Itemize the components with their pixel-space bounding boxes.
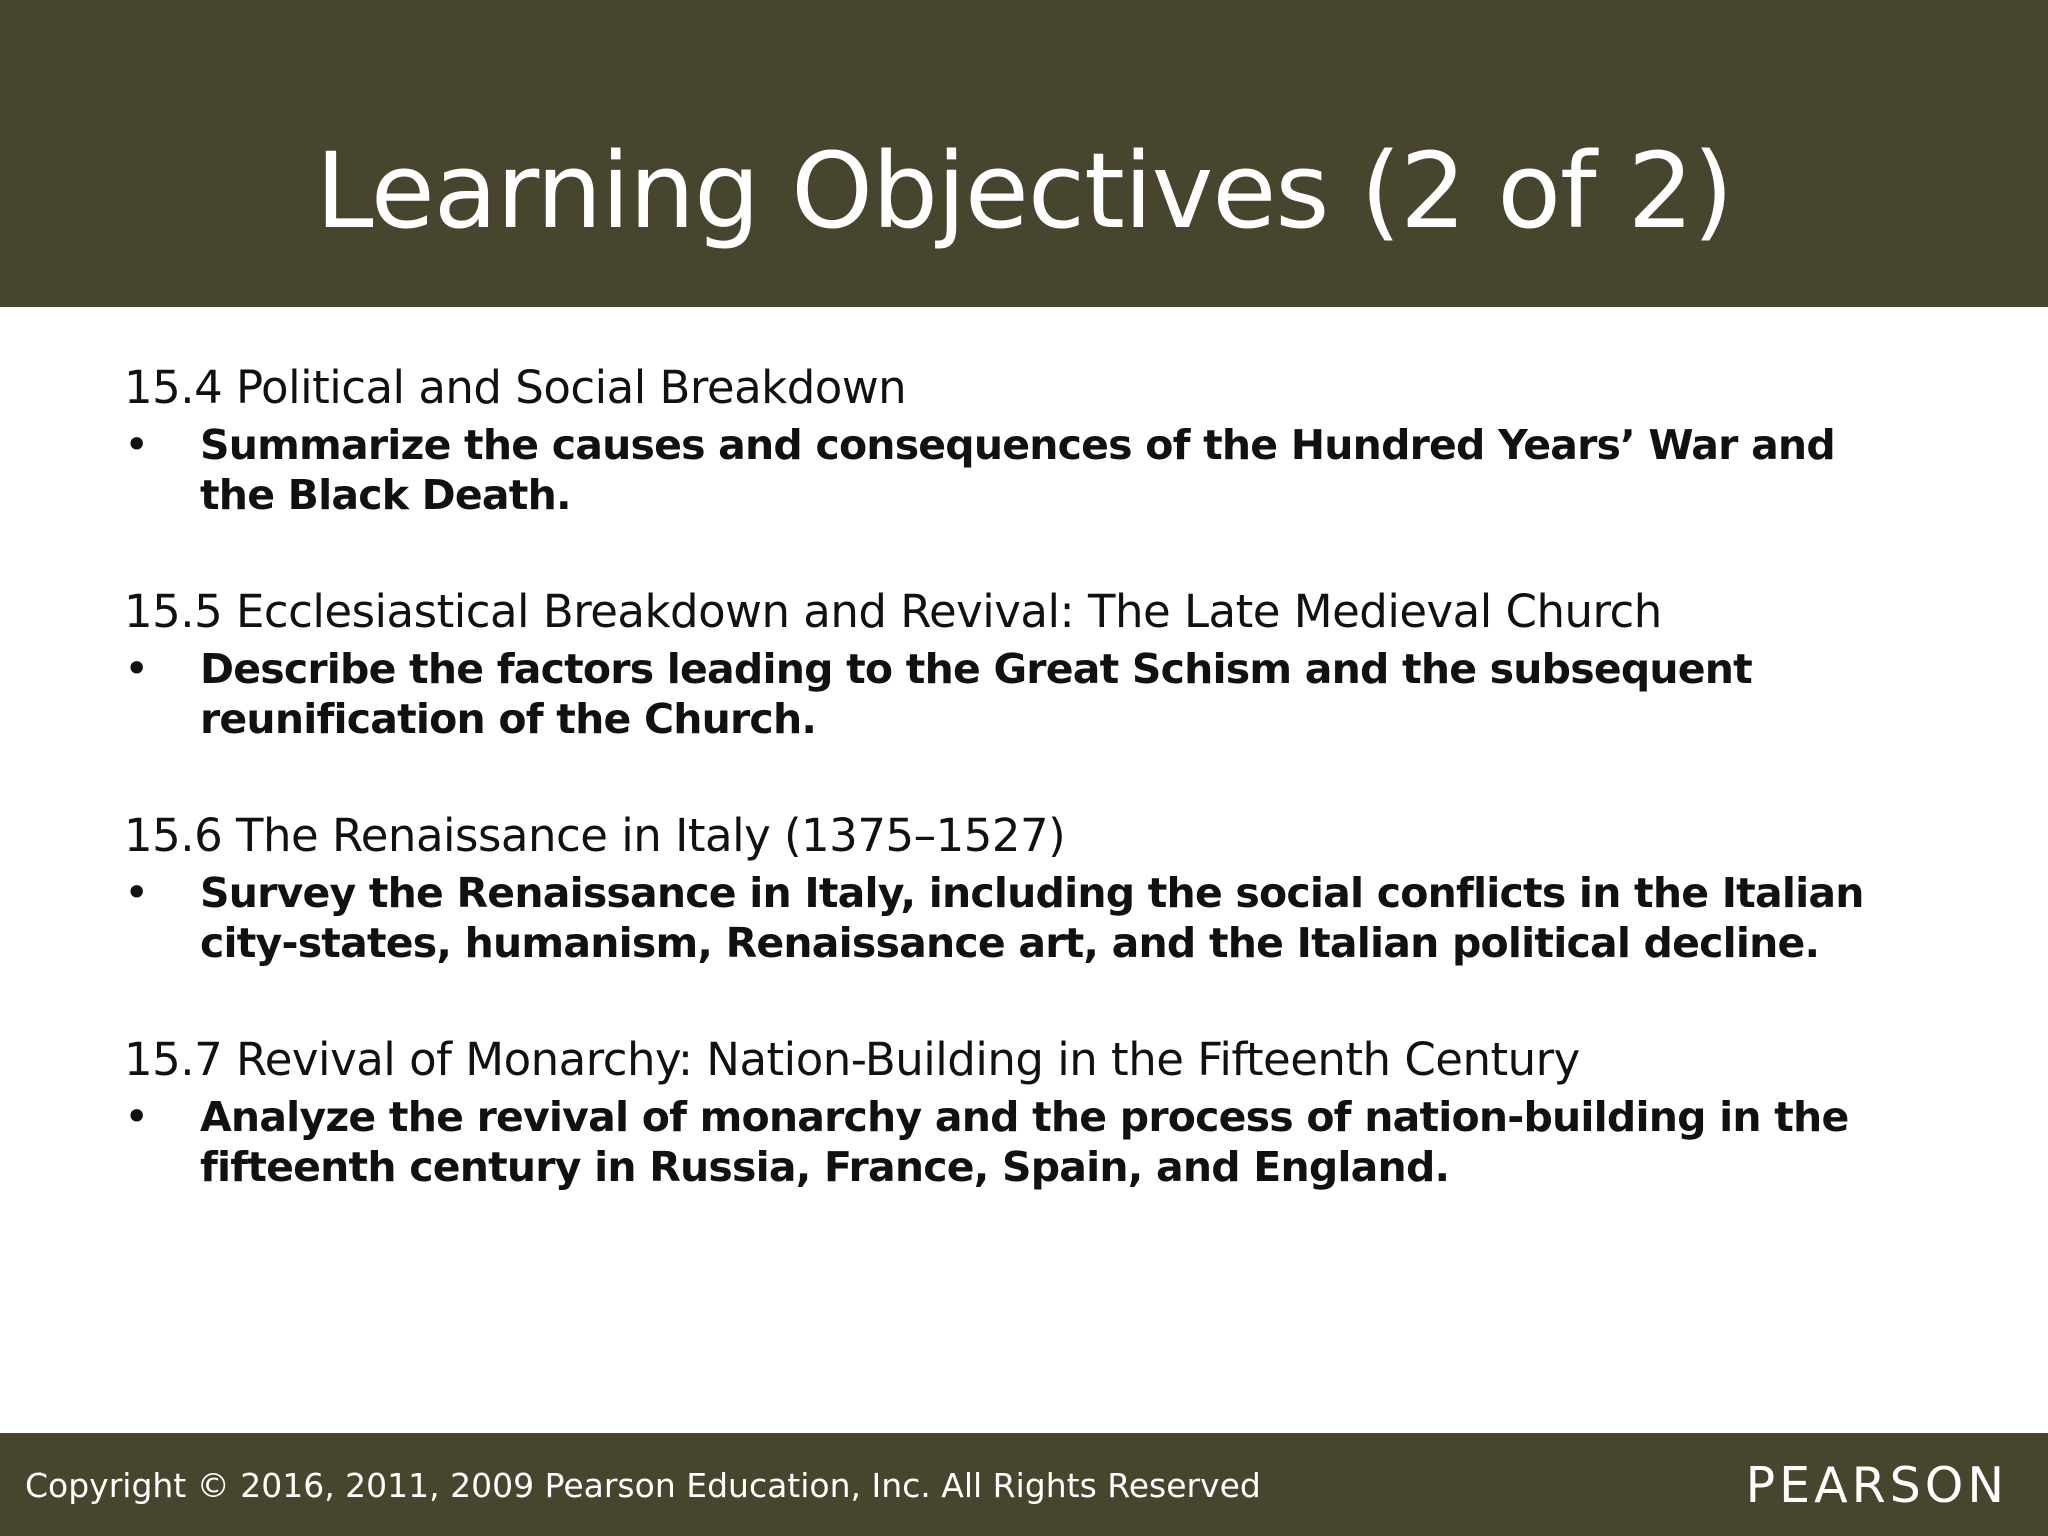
objective-item xyxy=(124,806,1904,968)
objective-bullet-row xyxy=(124,420,1904,520)
objective-bullet-row xyxy=(124,868,1904,968)
copyright-notice: Copyright © 2016, 2011, 2009 Pearson Education, Inc. All Rights Reserved xyxy=(25,1466,1261,1505)
bullet-icon: • xyxy=(124,868,150,918)
objective-heading: 15.7 Revival of Monarchy: Nation-Building in the Fifteenth Century xyxy=(124,1033,1580,1086)
slide-title: Learning Objectives (2 of 2) xyxy=(315,130,1733,252)
pearson-logo: PEARSON xyxy=(1745,1457,2008,1514)
objective-heading: 15.6 The Renaissance in Italy (1375–1527) xyxy=(124,809,1066,862)
objective-item xyxy=(124,1030,1904,1192)
objective-bullet-row xyxy=(124,644,1904,744)
objectives-list xyxy=(124,358,1904,1254)
bullet-icon: • xyxy=(124,420,150,470)
objective-item xyxy=(124,582,1904,744)
objective-heading: 15.5 Ecclesiastical Breakdown and Revival: The Late Medieval Church xyxy=(124,585,1662,638)
objective-bullet-text: Describe the factors leading to the Great Schism and the subsequent reunification of the Church. xyxy=(200,645,1752,743)
objective-bullet-text: Analyze the revival of monarchy and the process of nation-building in the fifteenth century in Russia, France, Spain, and England. xyxy=(200,1093,1849,1191)
objective-bullet-text: Survey the Renaissance in Italy, including the social conflicts in the Italian city-states, humanism, Renaissance art, and the Italian political decline. xyxy=(200,869,1864,967)
bullet-icon: • xyxy=(124,644,150,694)
footer-bar xyxy=(0,1433,2048,1536)
bullet-icon: • xyxy=(124,1092,150,1142)
objective-item xyxy=(124,358,1904,520)
objective-heading: 15.4 Political and Social Breakdown xyxy=(124,361,907,414)
objective-bullet-text: Summarize the causes and consequences of the Hundred Years’ War and the Black Death. xyxy=(200,421,1835,519)
title-bar xyxy=(0,0,2048,307)
objective-bullet-row xyxy=(124,1092,1904,1192)
